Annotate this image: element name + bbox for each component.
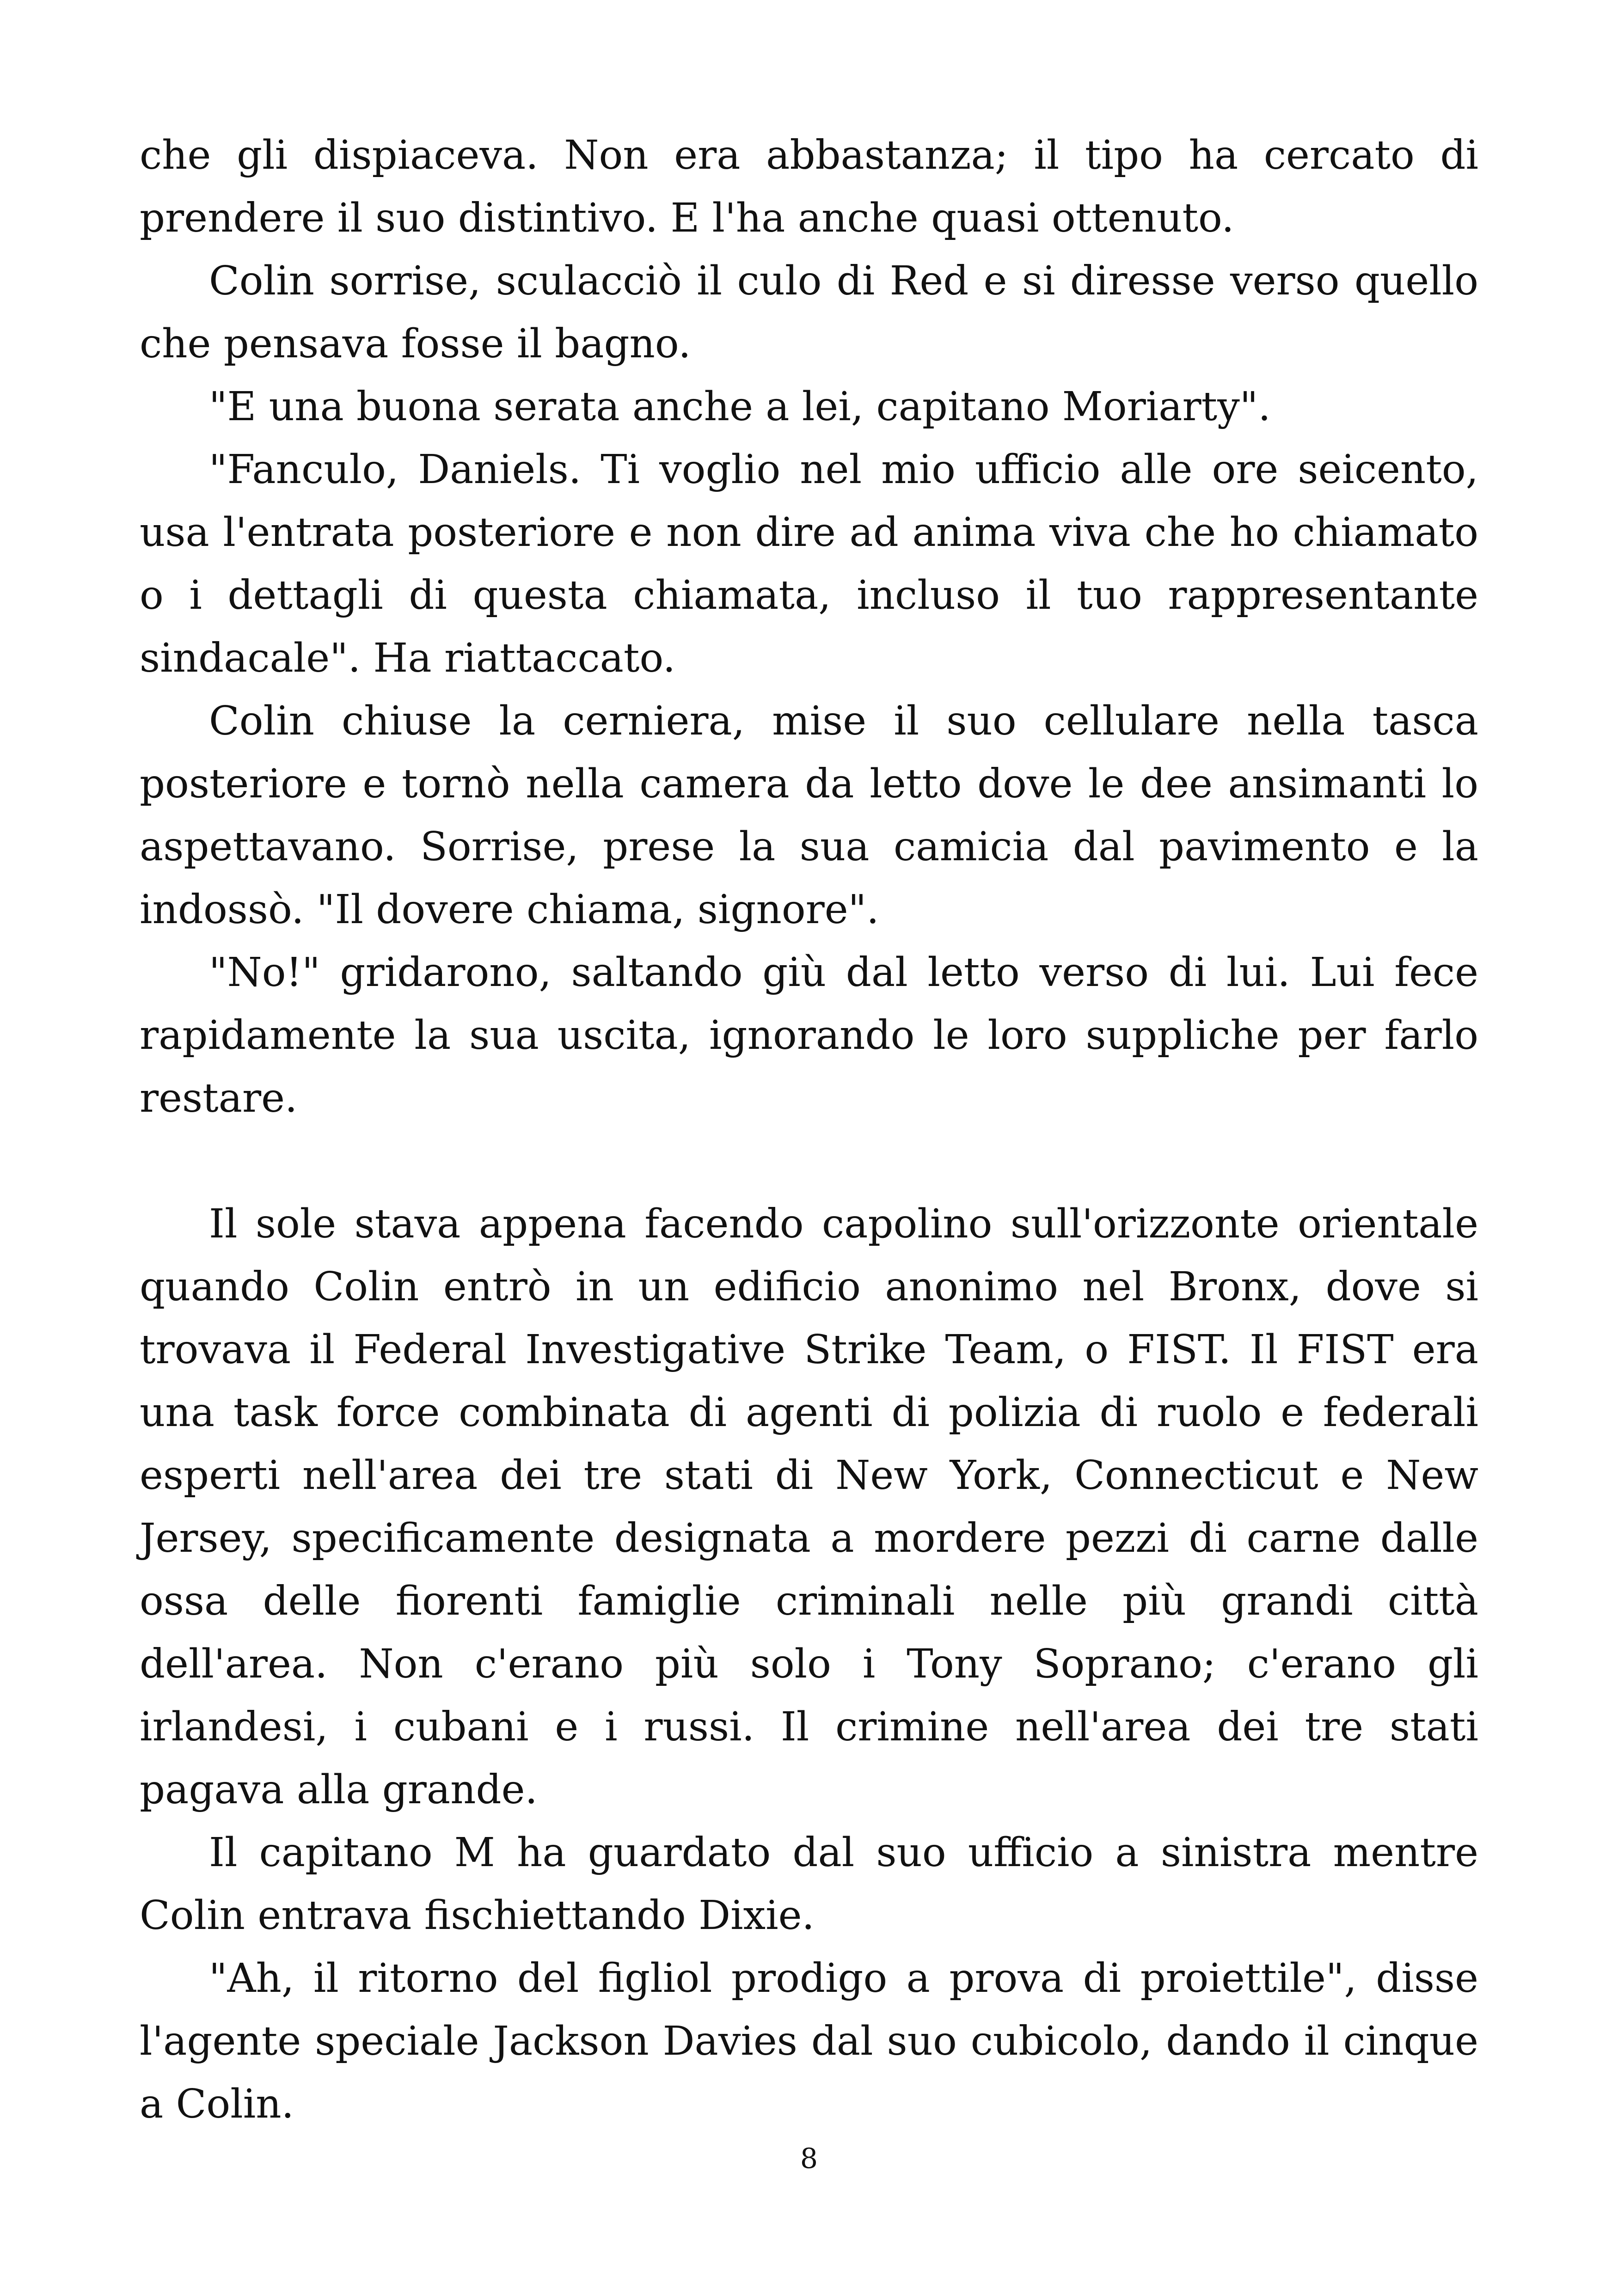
paragraph: "E una buona serata anche a lei, capitano Moriarty". [209,384,1271,430]
paragraph: "Ah, il ritorno del figliol prodigo a prova di proiettile", disse l'agente speciale Jackson Davies dal suo cubicolo, dando il cinque a Colin. [140,1955,1478,2127]
section-break [140,1130,1478,1193]
paragraph: Il sole stava appena facendo capolino sull'orizzonte orientale quando Colin entrò in un edificio anonimo nel Bronx, dove si trovava il Federal Investigative Strike Team, o FIST. Il FIST era una task force combinata di agenti di polizia di ruolo e federali esperti nell'area dei tre stati di New York, Connecticut e New Jersey, specificamente designata a mordere pezzi di carne dalle ossa delle fiorenti famiglie criminali nelle più grandi città dell'area. Non c'erano più solo i Tony Soprano; c'erano gli irlandesi, i cubani e i russi. Il crimine nell'area dei tre stati pagava alla grande. [140,1201,1478,1813]
page-number: 8 [800,2143,818,2175]
page-body [140,124,1478,2136]
paragraph: Colin sorrise, sculacciò il culo di Red e si diresse verso quello che pensava fosse il bagno. [140,258,1478,367]
paragraph: Il capitano M ha guardato dal suo ufficio a sinistra mentre Colin entrava fischiettando Dixie. [140,1830,1478,1939]
paragraph-continuation: che gli dispiaceva. Non era abbastanza; il tipo ha cercato di prendere il suo distintivo. E l'ha anche quasi ottenuto. [140,132,1478,241]
paragraph: Colin chiuse la cerniera, mise il suo cellulare nella tasca posteriore e tornò nella camera da letto dove le dee ansimanti lo aspettavano. Sorrise, prese la sua camicia dal pavimento e la indossò. "Il dovere chiama, signore". [140,698,1478,933]
paragraph: "Fanculo, Daniels. Ti voglio nel mio ufficio alle ore seicento, usa l'entrata posteriore e non dire ad anima viva che ho chiamato o i dettagli di questa chiamata, incluso il tuo rappresentante sindacale". Ha riattaccato. [140,447,1478,681]
paragraph: "No!" gridarono, saltando giù dal letto verso di lui. Lui fece rapidamente la sua uscita, ignorando le loro suppliche per farlo restare. [140,949,1478,1121]
